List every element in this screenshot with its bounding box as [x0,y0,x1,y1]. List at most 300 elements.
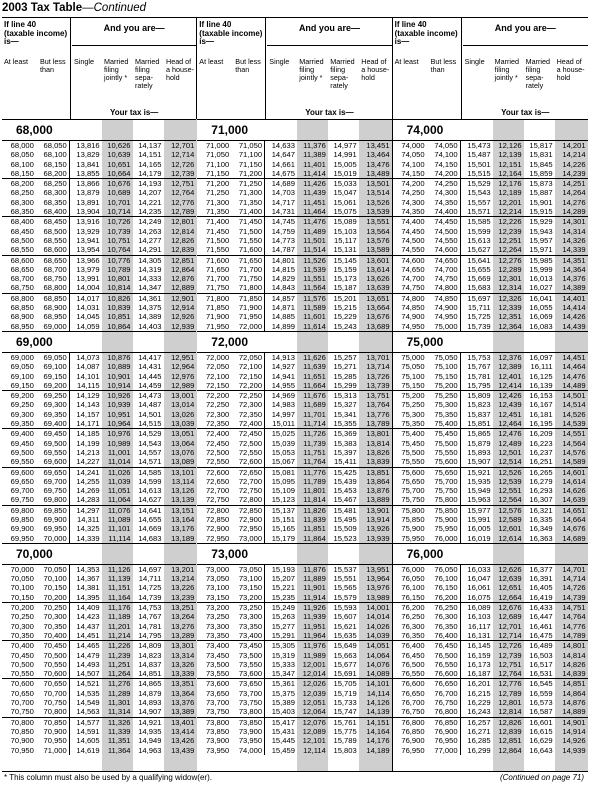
at-least: 74,850 [401,303,425,313]
tax-head-household: 13,226 [171,583,195,593]
at-least: 75,850 [401,514,425,524]
tax-married-joint: 12,076 [302,717,326,727]
tax-married-separate: 15,187 [333,283,357,293]
row-group [393,429,588,467]
row-group [197,294,391,331]
tax-married-joint: 11,739 [303,438,326,448]
tax-married-separate: 16,237 [529,447,553,457]
tax-head-household: 14,801 [562,641,586,651]
tax-head-household: 14,939 [562,745,586,755]
at-least: 69,900 [10,524,34,534]
table-row [393,419,588,428]
income-block [197,332,391,544]
tax-single: 14,507 [76,669,100,679]
but-less-than: 68,700 [36,265,70,274]
tax-married-separate: 15,789 [333,736,357,746]
tax-married-joint: 12,814 [498,707,522,717]
tax-head-household: 14,401 [562,293,586,303]
at-least: 73,450 [205,650,230,660]
tax-head-household: 14,651 [562,505,586,515]
table-row [2,660,196,669]
tax-married-joint: 12,189 [498,188,522,198]
but-less-than: 73,650 [231,679,265,688]
tax-single: 15,375 [271,688,295,698]
tax-single: 13,941 [76,235,100,245]
tax-single: 15,221 [271,583,295,593]
tax-head-household: 14,226 [562,159,586,169]
tax-married-joint: 12,239 [498,226,522,236]
but-less-than: 73,250 [231,603,265,612]
married-separate-header: Married filing sepa- rately [330,57,355,90]
tax-married-joint: 10,676 [107,179,131,189]
tax-married-joint: 11,951 [303,621,326,631]
at-least: 74,000 [401,141,425,150]
but-less-than: 71,600 [231,245,265,254]
at-least: 71,200 [205,179,230,189]
but-less-than: 71,800 [231,283,265,292]
but-less-than: 76,650 [427,679,461,688]
but-less-than: 70,300 [36,612,70,621]
at-least: 73,750 [205,707,230,717]
table-row [197,583,391,592]
tax-married-separate: 16,615 [529,726,553,736]
at-least: 75,950 [401,533,425,543]
at-least: 72,450 [205,438,230,448]
tax-head-household: 13,264 [171,612,195,622]
table-row [197,689,391,698]
tax-married-joint: 11,289 [107,688,131,698]
but-less-than: 73,450 [231,641,265,650]
table-row [2,283,196,292]
table-row [2,477,196,486]
row-group [2,141,196,179]
tax-head-household: 13,601 [366,255,390,265]
tax-married-joint: 11,601 [303,312,326,322]
tax-head-household: 13,976 [366,583,390,593]
married-joint-header: Married filing jointly * [299,57,324,82]
tax-married-joint: 12,039 [302,688,326,698]
table-row [393,534,588,543]
tax-married-separate: 15,075 [333,207,357,217]
table-row [2,294,196,303]
row-group [393,679,588,717]
but-less-than: 70,800 [36,707,70,716]
tax-married-joint: 10,851 [107,312,131,322]
tax-single: 14,059 [76,321,100,331]
but-less-than: 74,350 [427,198,461,207]
at-least: 72,350 [205,419,230,429]
tax-single: 14,577 [76,717,100,727]
tax-married-joint: 12,776 [498,679,522,689]
tax-single: 15,823 [467,400,491,410]
tax-married-separate: 16,447 [529,612,553,622]
tax-head-household: 12,901 [171,293,195,303]
tax-head-household: 13,164 [171,514,195,524]
at-least: 75,200 [401,391,425,401]
tax-single: 13,979 [76,264,100,274]
tax-single: 14,143 [76,400,100,410]
tax-single: 14,535 [76,688,100,698]
tax-married-separate: 14,207 [138,188,162,198]
but-less-than: 76,600 [427,669,461,678]
but-less-than: 74,650 [427,256,461,265]
but-less-than: 75,850 [427,506,461,515]
tax-married-joint: 10,951 [107,409,131,419]
but-less-than: 76,500 [427,651,461,660]
but-less-than: 76,400 [427,631,461,640]
block-heading: 72,000 [197,332,391,353]
at-least: 73,800 [205,717,230,727]
tax-head-household: 13,314 [171,650,195,660]
tax-married-separate: 15,257 [333,352,357,362]
tax-head-household: 14,426 [562,312,586,322]
at-least: 72,800 [205,505,230,515]
tax-single: 13,991 [76,274,100,284]
table-row [2,179,196,188]
but-less-than: 72,850 [231,506,265,515]
tax-married-joint: 12,526 [498,467,522,477]
tax-single: 13,879 [76,188,100,198]
tax-single: 14,004 [76,283,100,293]
tax-head-household: 13,951 [366,564,390,574]
table-row [197,227,391,236]
but-less-than: 68,400 [36,207,70,216]
but-less-than: 70,750 [36,698,70,707]
tax-single: 15,963 [467,495,491,505]
tax-head-household: 13,339 [171,669,195,679]
tax-single: 16,187 [467,669,491,679]
tax-married-separate: 14,655 [138,514,162,524]
row-group [393,603,588,641]
tax-head-household: 13,814 [366,438,390,448]
tax-single: 13,866 [76,179,100,189]
at-least: 71,250 [205,188,230,198]
tax-married-separate: 14,711 [138,574,162,584]
tax-head-household: 13,301 [171,641,195,651]
tax-married-joint: 12,664 [498,592,522,602]
tax-married-joint: 11,526 [303,255,326,265]
tax-single: 15,347 [271,669,295,679]
but-less-than: 76,200 [427,593,461,602]
table-row [393,603,588,612]
block-heading: 75,000 [393,332,588,353]
table-row [2,410,196,419]
continued-note: (Continued on page 71) [499,773,584,782]
tax-head-household: 14,464 [562,362,586,372]
table-row [393,294,588,303]
but-less-than: 72,500 [231,439,265,448]
table-row [2,651,196,660]
tax-single: 16,285 [467,736,491,746]
table-row [197,362,391,371]
tax-head-household: 13,989 [366,592,390,602]
tax-head-household: 14,176 [366,736,390,746]
table-row [197,274,391,283]
but-less-than: 72,650 [231,468,265,477]
but-less-than: 72,350 [231,410,265,419]
tax-head-household: 14,639 [562,495,586,505]
table-row [393,689,588,698]
row-group [2,506,196,543]
at-least: 71,300 [205,197,230,207]
tax-married-separate: 14,305 [138,255,162,265]
tax-single: 14,101 [76,371,100,381]
tax-married-separate: 15,131 [333,245,357,255]
table-row [393,486,588,495]
at-least: 73,500 [205,659,230,669]
tax-married-separate: 16,601 [529,717,553,727]
tax-single: 14,675 [271,168,295,178]
tax-married-joint: 11,814 [303,495,326,505]
table-row [197,565,391,574]
tax-married-separate: 15,901 [529,197,553,207]
at-least: 74,650 [401,264,425,274]
but-less-than: 72,600 [231,457,265,466]
tax-married-joint: 12,164 [498,168,522,178]
table-row [197,515,391,524]
tax-married-joint: 11,276 [107,679,131,689]
tax-single: 15,543 [467,188,491,198]
row-group [393,391,588,429]
table-row [393,612,588,621]
row-group [2,679,196,717]
but-less-than: 71,900 [231,303,265,312]
block-heading: 74,000 [393,120,588,141]
tax-married-joint: 10,814 [107,283,131,293]
tax-single: 15,151 [271,514,295,524]
but-less-than: 73,700 [231,689,265,698]
tax-head-household: 14,314 [562,226,586,236]
table-row [2,631,196,640]
tax-single: 15,753 [467,352,491,362]
tax-married-separate: 15,705 [333,679,357,689]
tax-single: 13,891 [76,197,100,207]
tax-head-household: 13,614 [366,264,390,274]
tax-head-household: 12,864 [171,264,195,274]
at-least: 76,400 [401,641,425,651]
at-least: 76,150 [401,592,425,602]
but-less-than: 68,800 [36,283,70,292]
married-joint-header: Married filing jointly * [494,57,519,82]
tax-single: 15,809 [467,391,491,401]
but-less-than-header: But less than [40,57,66,74]
tax-head-household: 12,701 [171,141,195,150]
tax-single: 15,725 [467,312,491,322]
tax-single: 15,459 [271,745,295,755]
tax-single: 14,045 [76,312,100,322]
at-least: 68,400 [10,217,34,227]
table-row [2,207,196,216]
but-less-than: 74,900 [427,303,461,312]
table-row [197,322,391,331]
table-row [197,353,391,362]
tax-married-joint: 11,939 [303,612,326,622]
tax-head-household: 14,089 [366,669,390,679]
tax-married-joint: 12,839 [498,726,522,736]
table-row [197,679,391,688]
tax-head-household: 12,989 [171,380,195,390]
tax-married-joint: 11,051 [107,486,131,496]
row-group [2,429,196,467]
tax-married-separate: 14,319 [138,264,162,274]
tax-single: 15,557 [467,197,491,207]
block-heading: 73,000 [197,544,391,565]
tax-head-household: 14,714 [562,574,586,584]
table-row [2,245,196,254]
tax-married-separate: 15,859 [529,168,553,178]
tax-single: 14,647 [271,150,295,160]
tax-married-separate: 14,263 [138,226,162,236]
tax-married-separate: 15,957 [529,235,553,245]
tax-married-separate: 15,243 [333,321,357,331]
but-less-than: 75,550 [427,448,461,457]
footer [4,772,584,784]
tax-single: 15,193 [271,564,295,574]
tax-married-separate: 14,487 [138,400,162,410]
tax-married-joint: 11,801 [303,486,326,496]
but-less-than: 75,900 [427,515,461,524]
tax-married-joint: 12,451 [498,409,522,419]
tax-single: 14,017 [76,293,100,303]
tax-head-household: 12,976 [171,371,195,381]
table-row [2,198,196,207]
at-least: 73,200 [205,603,230,613]
tax-married-separate: 14,907 [138,707,162,717]
at-least: 71,900 [205,312,230,322]
but-less-than: 76,100 [427,574,461,583]
tax-married-separate: 14,599 [138,476,162,486]
tax-head-household: 13,901 [366,505,390,515]
tax-married-separate: 16,559 [529,688,553,698]
tax-married-separate: 15,229 [333,312,357,322]
tax-married-joint: 12,414 [498,380,522,390]
tax-table-grid [2,17,588,772]
tax-head-household: 14,239 [562,168,586,178]
tax-single: 16,019 [467,533,491,543]
at-least: 72,500 [205,447,230,457]
at-least: 76,600 [401,679,425,689]
but-less-than: 70,600 [36,669,70,678]
tax-married-joint: 12,714 [498,630,522,640]
tax-married-joint: 10,914 [107,380,131,390]
tax-single: 14,171 [76,419,100,429]
tax-married-joint: 10,989 [107,438,131,448]
tax-single: 13,954 [76,245,100,255]
at-least: 70,350 [10,630,34,640]
table-row [2,169,196,178]
but-less-than: 68,250 [36,179,70,188]
table-row [197,736,391,745]
tax-married-separate: 14,529 [138,429,162,439]
at-least: 69,250 [10,400,34,410]
tax-head-household: 13,289 [171,630,195,640]
table-row [197,534,391,543]
row-group [393,217,588,255]
tax-married-joint: 11,514 [303,245,326,255]
table-row [197,698,391,707]
tax-single: 14,521 [76,679,100,689]
tax-single: 14,297 [76,505,100,515]
tax-married-joint: 12,826 [498,717,522,727]
table-row [393,265,588,274]
table-row [197,400,391,409]
at-least: 68,200 [10,179,34,189]
tax-single: 16,005 [467,524,491,534]
at-least: 69,700 [10,486,34,496]
tax-head-household: 13,576 [366,235,390,245]
tax-married-separate: 16,041 [529,293,553,303]
tax-head-household: 13,389 [171,707,195,717]
tax-married-joint: 12,626 [498,564,522,574]
income-block [197,544,391,755]
tax-head-household: 14,576 [562,447,586,457]
table-row [393,217,588,226]
but-less-than: 69,550 [36,448,70,457]
tax-married-joint: 12,726 [498,641,522,651]
tax-married-joint: 11,451 [303,197,326,207]
table-row [197,746,391,755]
tax-single: 14,633 [271,141,295,150]
tax-married-separate: 15,327 [333,400,357,410]
row-group [2,294,196,331]
tax-married-joint: 12,114 [303,745,326,755]
tax-single: 13,816 [76,141,100,150]
tax-married-separate: 14,543 [138,438,162,448]
row-group [197,679,391,717]
at-least: 69,450 [10,438,34,448]
but-less-than: 71,350 [231,198,265,207]
at-least: 76,650 [401,688,425,698]
tax-married-separate: 14,445 [138,371,162,381]
tax-married-joint: 11,989 [303,650,326,660]
but-less-than: 76,800 [427,707,461,716]
tax-table-page [2,0,588,800]
single-header: Single [464,57,485,66]
tax-head-household: 12,876 [171,274,195,284]
column-header [2,18,196,120]
but-less-than: 76,000 [427,534,461,543]
but-less-than: 69,500 [36,439,70,448]
tax-married-joint: 12,589 [498,514,522,524]
tax-married-separate: 14,823 [138,650,162,660]
but-less-than: 76,700 [427,689,461,698]
tax-married-separate: 16,307 [529,495,553,505]
married-joint-header: Married filing jointly * [104,57,129,82]
but-less-than: 69,400 [36,419,70,428]
tax-married-joint: 11,176 [107,603,131,613]
tax-married-separate: 16,265 [529,467,553,477]
tax-married-joint: 10,839 [107,303,131,313]
but-less-than: 71,300 [231,188,265,197]
tax-married-separate: 15,341 [333,409,357,419]
at-least-header: At least [394,57,419,66]
tax-married-separate: 14,179 [138,168,162,178]
table-row [393,381,588,390]
tax-married-joint: 10,751 [107,235,131,245]
at-least: 72,900 [205,524,230,534]
tax-married-joint: 10,889 [107,362,131,372]
but-less-than: 71,500 [231,227,265,236]
tax-single: 15,893 [467,447,491,457]
at-least: 76,500 [401,659,425,669]
but-less-than: 74,050 [427,141,461,150]
tax-married-joint: 12,376 [498,352,522,362]
but-less-than-header: But less than [430,57,457,74]
tax-married-separate: 15,635 [333,630,357,640]
and-you-are-header: And you are— [72,21,196,46]
tax-married-joint: 10,626 [107,141,131,150]
but-less-than: 72,750 [231,486,265,495]
